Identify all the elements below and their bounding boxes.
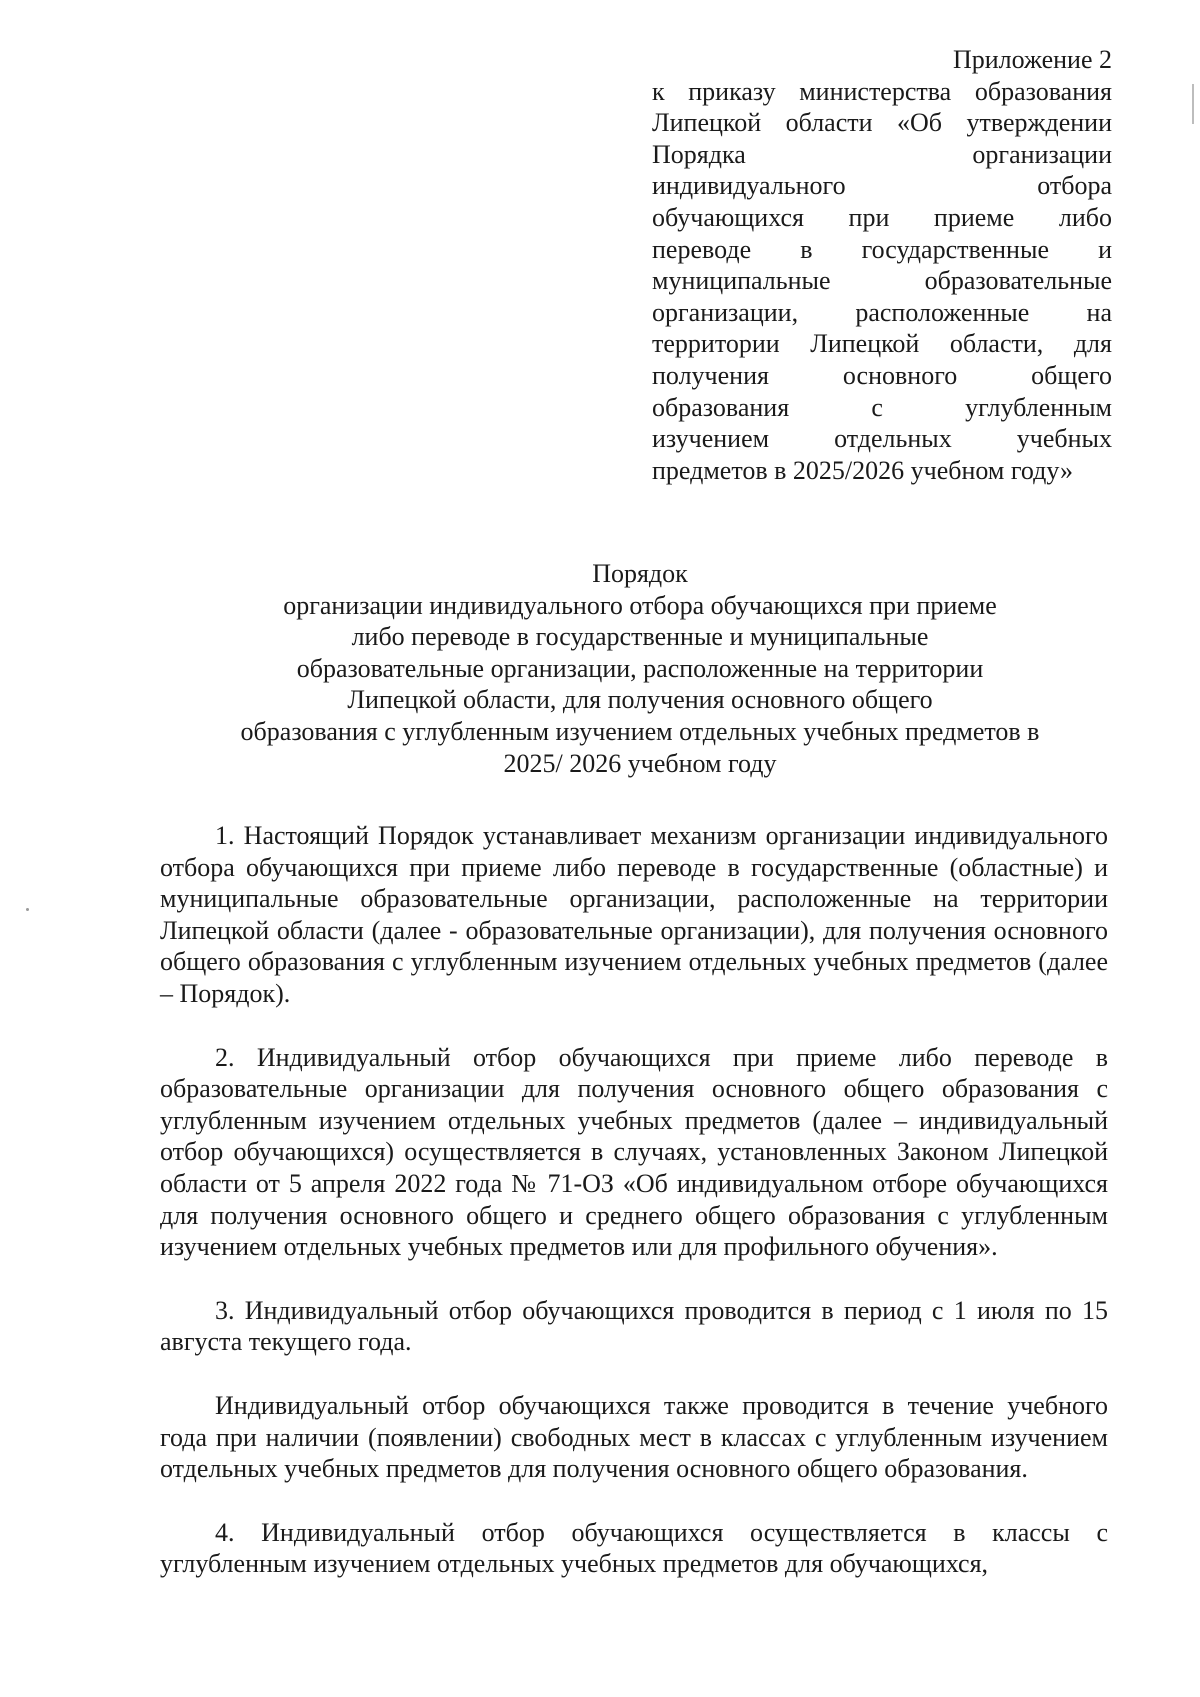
appendix-line: территории Липецкой области, для: [652, 329, 1112, 359]
paragraph-1: 1. Настоящий Порядок устанавливает механизм организации индивидуального отбора обучающихся при приеме либо переводе в государственные (областные) и муниципальные образовательные организации, расположенные на территории Липецкой области (далее - образовательные организации), для получения основного общего образования с углубленным изучением отдельных учебных предметов (далее – Порядок).: [160, 821, 1108, 1008]
appendix-line: Порядка организации: [652, 139, 1112, 169]
paragraph-4: 4. Индивидуальный отбор обучающихся осуществляется в классы с углубленным изучением отдельных учебных предметов для обучающихся,: [160, 1517, 1108, 1579]
title-line: образования с углубленным изучением отдельных учебных предметов в: [240, 716, 1040, 746]
title-line: либо переводе в государственные и муниципальные: [351, 622, 929, 652]
document-title: [160, 558, 1120, 779]
appendix-heading: [652, 44, 1112, 486]
appendix-line: организации, расположенные на: [652, 297, 1112, 327]
title-heading: Порядок: [592, 559, 688, 588]
title-line: Липецкой области, для получения основного общего: [347, 685, 933, 715]
paragraph-3-continued: Индивидуальный отбор обучающихся также проводится в течение учебного года при наличии (появлении) свободных мест в классах с углубленным изучением отдельных учебных предметов для получения основного общего образования.: [160, 1390, 1108, 1484]
appendix-line: индивидуального отбора: [652, 171, 1112, 201]
paragraph-3: 3. Индивидуальный отбор обучающихся проводится в период с 1 июля по 15 августа текущего года.: [160, 1295, 1108, 1357]
scan-artifact-dot: [26, 908, 29, 911]
title-line: образовательные организации, расположенные на территории: [296, 653, 984, 683]
appendix-number: Приложение 2: [952, 45, 1112, 74]
appendix-line: изучением отдельных учебных: [652, 424, 1112, 454]
appendix-line: муниципальные образовательные: [652, 266, 1112, 296]
scan-edge-mark: [1192, 84, 1194, 124]
appendix-line: к приказу министерства образования: [652, 76, 1112, 106]
appendix-line: образования с углубленным: [652, 392, 1112, 422]
appendix-line: получения основного общего: [652, 360, 1112, 390]
appendix-line: Липецкой области «Об утверждении: [652, 108, 1112, 138]
appendix-line: предметов в 2025/2026 учебном году»: [652, 455, 1073, 485]
paragraph-2: 2. Индивидуальный отбор обучающихся при приеме либо переводе в образовательные организации для получения основного общего образования с углубленным изучением отдельных учебных предметов (далее – индивидуальный отбор обучающихся) осуществляется в случаях, установленных Законом Липецкой области от 5 апреля 2022 года № 71-ОЗ «Об индивидуальном отборе обучающихся для получения основного общего и среднего общего образования с углубленным изучением отдельных учебных предметов или для профильного обучения».: [160, 1042, 1108, 1262]
appendix-line: обучающихся при приеме либо: [652, 202, 1112, 232]
appendix-line: переводе в государственные и: [652, 234, 1112, 264]
document-body: [160, 820, 1108, 1612]
title-line: 2025/ 2026 учебном году: [503, 748, 777, 778]
title-line: организации индивидуального отбора обучающихся при приеме: [283, 590, 997, 620]
